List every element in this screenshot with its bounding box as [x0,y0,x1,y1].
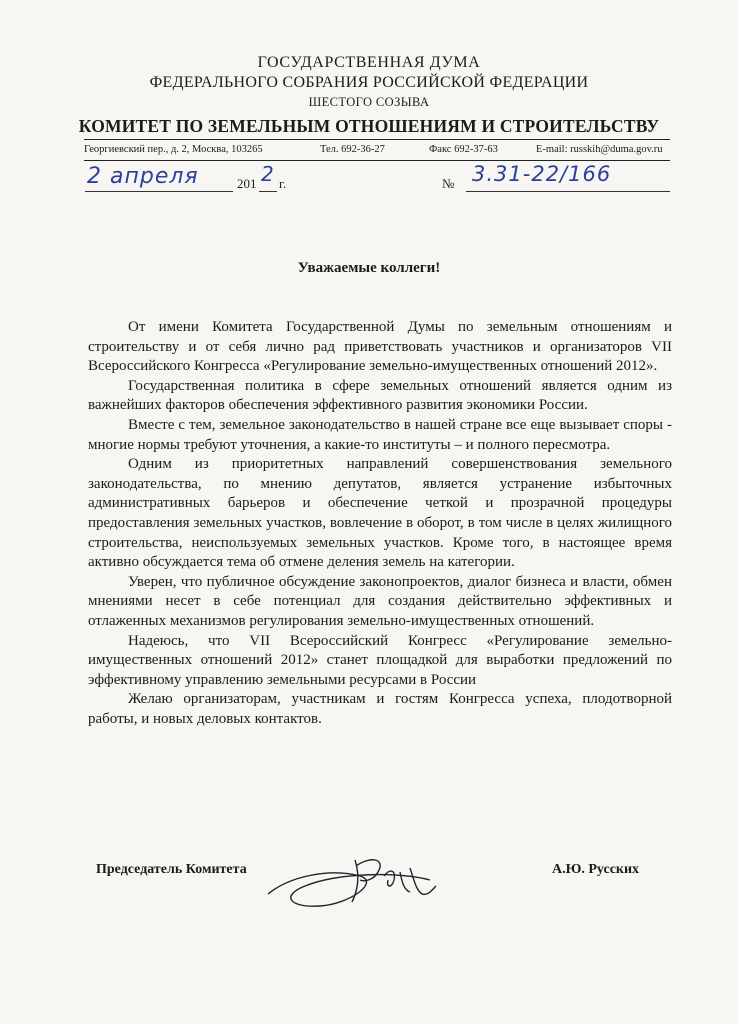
contact-fax: Факс 692-37-63 [429,144,498,155]
year-suffix: г. [279,176,287,191]
handwritten-signature [260,846,480,916]
contact-email: E-mail: russkih@duma.gov.ru [536,144,663,155]
year-handwritten: 2 [261,162,275,186]
paragraph: Уверен, что публичное обсуждение законопроектов, диалог бизнеса и власти, обмен мнениями несет в себе потенциал для создания действительно эффективных и отлаженных механизмов регулирования земельно-имущественных отношений. [88,573,672,629]
date-field [85,162,305,196]
number-field [442,162,670,196]
paragraph: От имени Комитета Государственной Думы по земельным отношениям и строительству и от себя лично рад приветствовать участников и организаторов VII Всероссийского Конгресса «Регулирование земельно-имущественных отношений 2012». [88,319,672,375]
header-line-2: ФЕДЕРАЛЬНОГО СОБРАНИЯ РОССИЙСКОЙ ФЕДЕРАЦИИ [149,74,589,91]
signer-name: А.Ю. Русских [552,862,640,877]
year-prefix: 201 [237,176,257,191]
contact-phone: Тел. 692-36-27 [320,144,385,155]
paragraph: Государственная политика в сфере земельных отношений является одним из важнейших факторов обеспечения эффективного развития экономики России. [88,377,672,414]
paragraph: Желаю организаторам, участникам и гостям Конгресса успеха, плодотворной работы, и новых деловых контактов. [88,691,672,727]
contact-address: Георгиевский пер., д. 2, Москва, 103265 [84,144,263,155]
number-underline [466,191,670,192]
header-line-3: ШЕСТОГО СОЗЫВА [308,95,430,109]
greeting: Уважаемые коллеги! [297,260,441,276]
signer-position: Председатель Комитета [96,862,247,877]
paragraph: Вместе с тем, земельное законодательство в нашей стране все еще вызывает споры - многие нормы требуют уточнения, а какие-то институты – и полного пересмотра. [88,416,672,453]
header-line-1: ГОСУДАРСТВЕННАЯ ДУМА [257,54,481,71]
signature-drawing [260,846,480,916]
letter-body [88,318,672,729]
number-label: № [442,176,455,191]
year-underline [259,191,277,192]
header-rule-bottom [84,160,670,161]
paragraph: Одним из приоритетных направлений совершенствования земельного законодательства, по мнению депутатов, является устранение избыточных административных барьеров и обеспечение четкой и прозрачной процедуры предоставления земельных участков, вовлечение в оборот, в том числе в целях жилищного строительства, неиспользуемых земельных участков. Кроме того, в настоящее время активно обсуждается тема об отмене деления земель на категории. [88,456,672,571]
committee-title: КОМИТЕТ ПО ЗЕМЕЛЬНЫМ ОТНОШЕНИЯМ И СТРОИТЕЛЬСТВУ [78,116,660,136]
header-rule-top [84,139,670,140]
date-underline [85,191,233,192]
date-handwritten: 2 апреля [87,164,199,189]
number-handwritten: 3.31-22/166 [472,162,612,186]
paragraph: Надеюсь, что VII Всероссийский Конгресс «Регулирование земельно-имущественных отношений 2012» станет площадкой для выработки предложений по эффективному управлению земельными ресурсами в России [88,632,672,688]
